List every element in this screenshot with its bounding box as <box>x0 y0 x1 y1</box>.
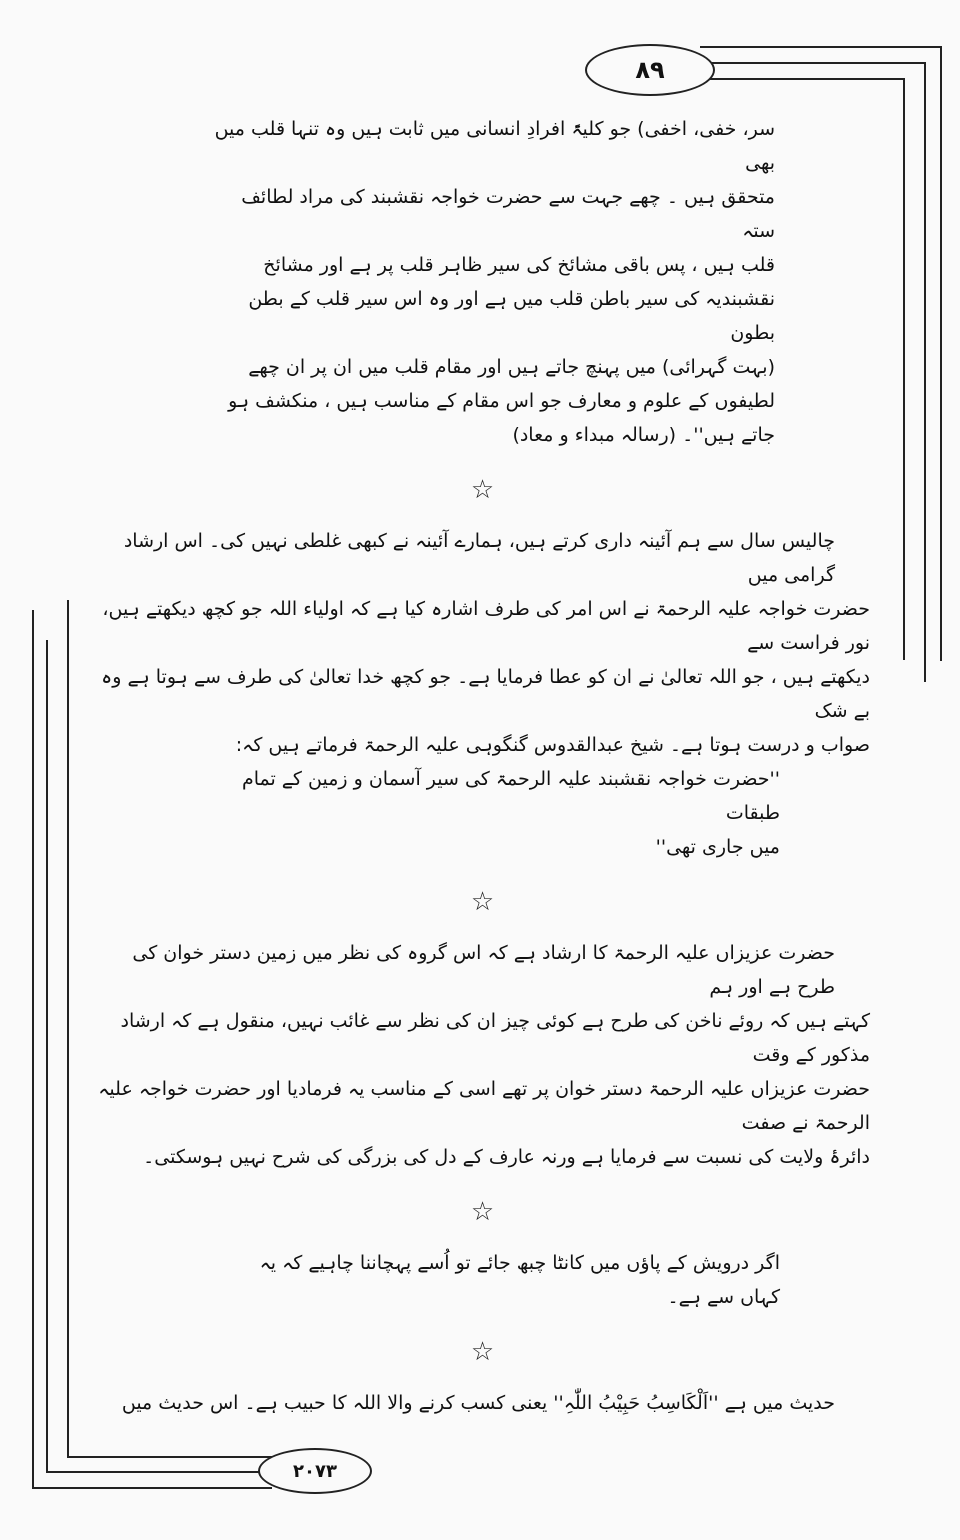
page-number-bottom: ۲۰۷۳ <box>258 1448 372 1494</box>
text-line: متحقق ہیں ۔ چھے جہت سے حضرت خواجہ نقشبند کی مراد لطائف ستہ <box>241 186 775 242</box>
text-line: کہتے ہیں کہ روئے ناخن کی طرح ہے کوئی چیز ان کی نظر سے غائب نہیں، منقول ہے کہ ارشاد مذکور کے وقت <box>120 1010 870 1066</box>
text-line: دائرۂ ولایت کی نسبت سے فرمایا ہے ورنہ عارف کے دل کی بزرگی کی شرح نہیں ہوسکتی۔ <box>143 1146 870 1168</box>
text-line: حضرت خواجہ علیہ الرحمۃ نے اس امر کی طرف اشارہ کیا ہے کہ اولیاء اللہ جو کچھ دیکھتے ہیں، نور فراست سے <box>102 598 870 654</box>
text-line: سر، خفی، اخفی) جو کلیۃً افرادِ انسانی میں ثابت ہیں وہ تنہا قلب میں بھی <box>214 118 775 174</box>
frame-line <box>46 1471 261 1473</box>
frame-line <box>46 640 48 1471</box>
text-line: حضرت عزیزاں علیہ الرحمۃ دستر خوان پر تھے اسی کے مناسب یہ فرمادیا اور حضرت خواجہ علیہ الرحمۃ نے صفت <box>98 1078 870 1134</box>
text-line: چالیس سال سے ہم آئینہ داری کرتے ہیں، ہمارے آئینہ نے کبھی غلطی نہیں کی۔ اس ارشاد گرامی میں <box>123 530 835 586</box>
page-content <box>95 112 870 1420</box>
section-1 <box>95 112 870 452</box>
text-line: نقشبندیہ کی سیر باطن قلب میں ہے اور وہ اس سیر قلب کے بطن بطون <box>248 288 775 344</box>
section-5 <box>95 1386 870 1420</box>
star-outline-icon: ☆ <box>470 1337 495 1367</box>
text-line: حدیث میں ہے ''اَلْکَاسِبُ حَبِیْبُ اللّٰہِ'' یعنی کسب کرنے والا اللہ کا حبیب ہے۔ اس حدیث میں <box>121 1392 835 1414</box>
text-line: دیکھتے ہیں ، جو اللہ تعالیٰ نے ان کو عطا فرمایا ہے۔ جو کچھ خدا تعالیٰ کی طرف سے ہوتا ہے وہ بے شک <box>101 666 870 722</box>
star-outline-icon: ☆ <box>470 475 495 505</box>
frame-line <box>67 1456 277 1458</box>
frame-line <box>32 610 34 1487</box>
text-line: اگر درویش کے پاؤں میں کانٹا چبھ جائے تو اُسے پہچاننا چاہیے کہ یہ کہاں سے ہے۔ <box>259 1252 780 1308</box>
page-number-top: ۸۹ <box>585 44 715 96</box>
text-line: ''حضرت خواجہ نقشبند علیہ الرحمۃ کی سیر آسمان و زمین کے تمام طبقات <box>241 768 780 824</box>
text-line: قلب ہیں ، پس باقی مشائخ کی سیر ظاہر قلب پر ہے اور مشائخ <box>263 254 775 276</box>
section-3 <box>95 936 870 1174</box>
star-outline-icon: ☆ <box>470 1197 495 1227</box>
section-4 <box>95 1246 870 1314</box>
text-line: صواب و درست ہوتا ہے۔ شیخ عبدالقدوس گنگوہی علیہ الرحمۃ فرماتے ہیں کہ: <box>235 734 870 756</box>
section-2 <box>95 524 870 864</box>
frame-line <box>32 1487 272 1489</box>
text-line: جاتے ہیں''۔ (رسالہ مبداء و معاد) <box>512 424 775 446</box>
text-line: (بہت گہرائی) میں پہنچ جاتے ہیں اور مقام قلب میں ان پر ان چھے <box>248 356 775 378</box>
text-line: میں جاری تھی'' <box>655 836 780 858</box>
text-line: حضرت عزیزاں علیہ الرحمۃ کا ارشاد ہے کہ اس گروہ کی نظر میں زمین دستر خوان کی طرح ہے اور ہم <box>132 942 835 998</box>
text-line: لطیفوں کے علوم و معارف جو اس مقام کے مناسب ہیں ، منکشف ہو <box>228 390 775 412</box>
star-outline-icon: ☆ <box>470 887 495 917</box>
page-footer <box>95 1440 870 1540</box>
frame-line <box>67 600 69 1456</box>
